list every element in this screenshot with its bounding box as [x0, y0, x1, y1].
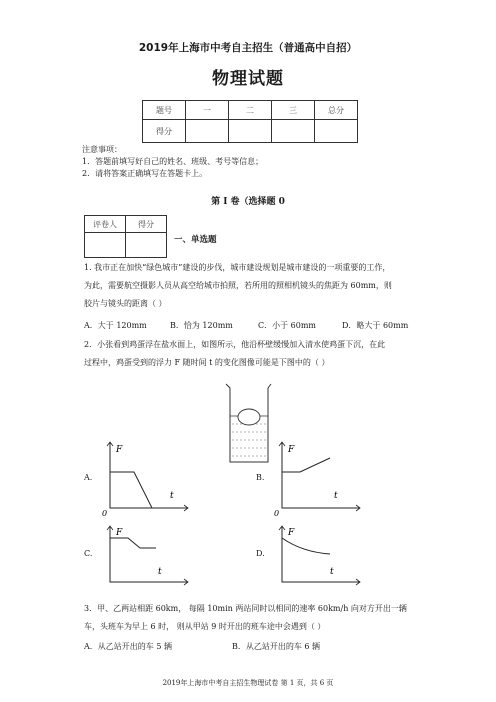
score-cell: 二	[229, 101, 272, 120]
axis-t-label: t	[170, 491, 174, 501]
q1-option-a: A．大于 120mm	[84, 321, 147, 330]
exam-subtitle: 物理试题	[212, 69, 284, 89]
score-table	[142, 100, 358, 143]
graph-c	[96, 522, 192, 592]
axis-f-label: F	[288, 528, 295, 538]
grader-table	[84, 215, 167, 258]
q2-line: 2．小张看到鸡蛋浮在盐水面上，如图所示，他沿杯壁缓慢加入清水使鸡蛋下沉，在此	[84, 340, 386, 349]
q1-line: 1. 我市正在加快“绿色城市”建设的步伐，城市建设规划是城市建设的一项重要的工作，	[84, 263, 391, 272]
graph-d	[268, 522, 364, 592]
graph-a	[96, 438, 192, 520]
score-table-score-row	[143, 120, 358, 143]
grader-empty-cell	[85, 233, 126, 258]
q2-line: 过程中，鸡蛋受到的浮力 F 随时间 t 的变化图像可能是下图中的（ ）	[84, 358, 330, 367]
note-item: 1．答题前填写好自己的姓名、班级、考号等信息；	[82, 157, 264, 166]
q2-label-a: A.	[84, 473, 93, 482]
grader-empty-cell	[126, 233, 167, 258]
score-cell: 总分	[315, 101, 358, 120]
exam-title: 2019年上海市中考自主招生（普通高中自招）	[138, 42, 358, 54]
q1-line: 胶片与镜头的距离（ ）	[84, 299, 167, 308]
q1-line: 为此，需要航空摄影人员从高空给城市拍照，若所用的照相机镜头的焦距为 60mm，则	[84, 281, 392, 290]
grader-cell: 评卷人	[85, 216, 126, 233]
origin-label: 0	[274, 509, 280, 518]
q3-option-b: B．从乙站开出的车 6 辆	[232, 642, 321, 651]
axis-f-label: F	[116, 445, 123, 455]
q2-label-b: B.	[256, 473, 265, 482]
score-label-cell: 得分	[143, 120, 186, 143]
q3-line: 3．甲、乙两站相距 60km， 每隔 10min 两站同时以相同的速率 60km/h 向对方开出一辆	[84, 604, 407, 613]
grader-cell: 得分	[126, 216, 167, 233]
score-cell: 三	[272, 101, 315, 120]
page-footer: 2019年上海市中考自主招生物理试卷 第 1 页，共 6 页	[162, 679, 334, 687]
axis-f-label: F	[288, 445, 295, 455]
score-empty-cell	[272, 120, 315, 143]
section-heading: 第 I 卷（选择题 0	[211, 197, 285, 207]
axis-t-label: t	[334, 491, 338, 501]
q1-option-d: D．略大于 60mm	[342, 321, 409, 330]
beaker-egg-illustration	[222, 380, 274, 466]
q2-label-d: D.	[256, 549, 265, 558]
score-empty-cell	[229, 120, 272, 143]
graph-b	[268, 438, 364, 520]
part-title: 一、单选题	[174, 235, 217, 245]
axis-t-label: t	[330, 567, 334, 577]
egg-icon	[238, 409, 260, 425]
notes-heading: 注意事项：	[82, 145, 122, 154]
q3-line: 车，头班车为早上 6 时， 则从甲站 9 时开出的班车途中会遇到（ ）	[84, 622, 326, 631]
score-cell: 一	[186, 101, 229, 120]
score-empty-cell	[315, 120, 358, 143]
score-cell: 题号	[143, 101, 186, 120]
axis-f-label: F	[116, 528, 123, 538]
axis-t-label: t	[158, 567, 162, 577]
score-empty-cell	[186, 120, 229, 143]
q1-option-c: C．小于 60mm	[258, 321, 317, 330]
origin-label: 0	[102, 509, 108, 518]
q1-option-b: B．恰为 120mm	[170, 321, 233, 330]
note-item: 2．请将答案正确填写在答题卡上。	[82, 169, 208, 178]
q3-option-a: A．从乙站开出的车 5 辆	[84, 642, 172, 651]
q2-label-c: C.	[84, 549, 93, 558]
score-table-header-row	[143, 101, 358, 120]
